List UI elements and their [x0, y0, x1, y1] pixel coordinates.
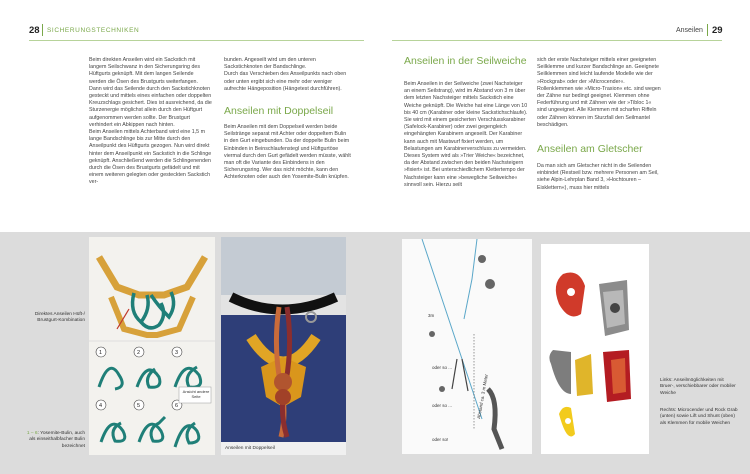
svg-text:2: 2: [137, 350, 141, 356]
paragraph: Durch das Verschieben des Anseilpunkts nach oben oder unten ergibt sich eine mehr oder weniger aufrechte Hängeposition (Hängetest durchführen).: [224, 71, 347, 92]
right-page-number: 29: [712, 25, 723, 36]
caption-rechts: Rechts: Microcender und Rock Grab (unten) sowie Lift und Shunt (oben) als Klemmen für mobile Weichen: [660, 408, 738, 426]
left-column-1: [89, 57, 212, 187]
diagram-label-oder3: oder so!: [432, 437, 449, 442]
left-section-title: SICHERUNGSTECHNIKEN: [47, 27, 140, 34]
diagram-label-oder2: oder so ...: [432, 403, 453, 408]
left-page-number: 28: [29, 25, 40, 36]
caption-direktes-anseilen: Direktes Anseilen Hüft-/ Brustgurt-Kombination: [34, 312, 85, 324]
svg-text:4: 4: [99, 403, 103, 409]
svg-text:5: 5: [137, 403, 141, 409]
right-column-1: [404, 55, 528, 189]
right-column-2: [537, 57, 662, 192]
knot-diagram: [89, 237, 215, 455]
diagram-label-abstand: Abstand ca. 3 m Meter: [476, 373, 489, 420]
paragraph: Beim Anseilen mit dem Doppelseil werden beide Seilstränge separat mit Achter oder doppeltem Bulin in den Gurt eingebunden. Da der doppelte Bulin beim Einbinden in Beinschlaufenstegl und Hüftgurtöse viermal durch den Gurt gefädelt werden müsste, wählt man oft die Variante des Einbindens in den Sicherungsring. Wer das nicht möchte, kann den Achterknoten oder auch den Yosemite-Bulin knüpfen.: [224, 124, 351, 181]
diagram-label-3m: 3m: [428, 313, 435, 318]
harness-drawing: [99, 257, 205, 335]
seilweiche-svg: [402, 239, 532, 454]
knot-illustration: [89, 237, 215, 455]
paragraph: Da man sich am Gletscher nicht in die Seilenden einbindet (Restseil bzw. mehrere Personen am Seil, siehe Alpin-Lehrplan Band 3, »Hochtouren – Eisklettern«), muss hier mittels: [537, 163, 659, 191]
heading-seilweiche: Anseilen in der Seilweiche: [404, 55, 527, 67]
svg-text:3: 3: [175, 350, 179, 356]
caption-step-range: 1 – 6: [26, 431, 38, 436]
heading-gletscher: Anseilen am Gletscher: [537, 143, 643, 156]
photo-caption: Anseilen mit Doppelseil: [225, 445, 275, 451]
heading-doppelseil: Anseilen mit Doppelseil: [224, 105, 334, 118]
harness-photo: [221, 237, 346, 455]
svg-text:1: 1: [99, 350, 103, 356]
svg-text:6: 6: [175, 403, 179, 409]
gear-photo: [541, 244, 649, 454]
header-rule-right: [392, 40, 722, 41]
paragraph: Beim Anseilen mittels Achterband wird eine 1,5 m lange Bandschlinge bis zur Mitte durch den Anseilpunkt des Hüftgurts gezogen. Nun wird direkt hinter dem Anseilpunkt ein Sackstich in die Schlinge geknüpft. Anschließend werden die Schlingenenden durch die Ösen des Brustgurts gefädelt und mit einem weiteren gelegten oder gesteckten Sackstich ver-: [89, 129, 212, 186]
header-rule-left: [29, 40, 364, 41]
caption-yosemite: [23, 431, 85, 450]
header-divider: [42, 24, 43, 36]
left-column-2: [224, 57, 351, 182]
ansicht-label: Ansicht andere Seite: [182, 389, 210, 399]
paragraph: bunden. Angeseilt wird um den unteren Sackstichknoten der Bandschlinge.: [224, 57, 316, 71]
caption-yosemite-text: : Yosemite-Bulin, auch als einseithalbfacher Bulin bezeichnet: [29, 431, 85, 449]
caption-links: Links: Anseilmöglichkeiten mit Bruer-, verschiebbarer oder mobiler Weiche: [660, 378, 736, 396]
paragraph: Beim Anseilen in der Seilweiche (zwei Nachsteiger an einem Seilstrang), wird im Abstand von 3 m über dem letzten Nachsteiger mittels Sackstich eine Weiche geknüpft. Die Weiche hat eine Länge von 10 bis 40 cm (Karabiner oder kleine Sackstichschlaufe). Sie wird mit einem gesicherten Verschlusskarabiner (Safelock-Karabiner) oder zwei gegengleich eingehängten Karabinern angeseilt. Der Karabiner kann auch mit Mastwurf fixiert werden, um Belastungen am Karabinerverschluss zu vermeiden. Dieses System wird als »Trier Weiche« bezeichnet, da der Abstand zwischen den beiden Nachsteigern »fixiert« ist. Bei unterschiedlichem Klettertempo der Nachsteiger kann eine »bewegliche Seilweiche« sinnvoll sein. Hierzu seilt: [404, 81, 528, 188]
harness-photo-svg: [221, 237, 346, 455]
paragraph: Beim direkten Anseilen wird ein Sackstich mit langem Seilschwanz in den Sicherungsring des Hüftgurts geknüpft. Mit dem langen Seilende werden die Ösen des Brustgurts weiterfangen. Dann wird das Seilende durch den Sackstichknoten gesteckt und mittels eines einfachen oder doppelten Kreuzschlags gesichert. Dies ist ausreichend, da die Sturzenergie möglichst allein durch den Hüftgurt aufgenommen werden sollte. Der Brustgurt verhindert ein Abkippen nach hinten.: [89, 57, 212, 128]
paragraph: sich der erste Nachsteiger mittels einer geeigneten Seilklemme und kurzer Bandschlinge an. Geeignete Seilklemmen sind leicht laufende Modelle wie der »Rockgrab« oder der »Microcender«. Rollenklemmen wie »Micro-Traxion« etc. sind wegen der Zähne nur bedingt geeignet. Klemmen ohne Federführung und mit Zähnen wie der »Tibloc 1« sind ungeeignet. Alle Klemmen mit scharfen Riffeln oder Zähnen können im Sturzfall den Seilmantel beschädigen.: [537, 57, 661, 128]
gear-photo-svg: [541, 244, 649, 454]
header-divider-right: [707, 24, 708, 36]
right-section-title: Anseilen: [676, 27, 703, 34]
seilweiche-diagram: [402, 239, 532, 454]
diagram-label-oder1: oder so ...: [432, 365, 453, 370]
